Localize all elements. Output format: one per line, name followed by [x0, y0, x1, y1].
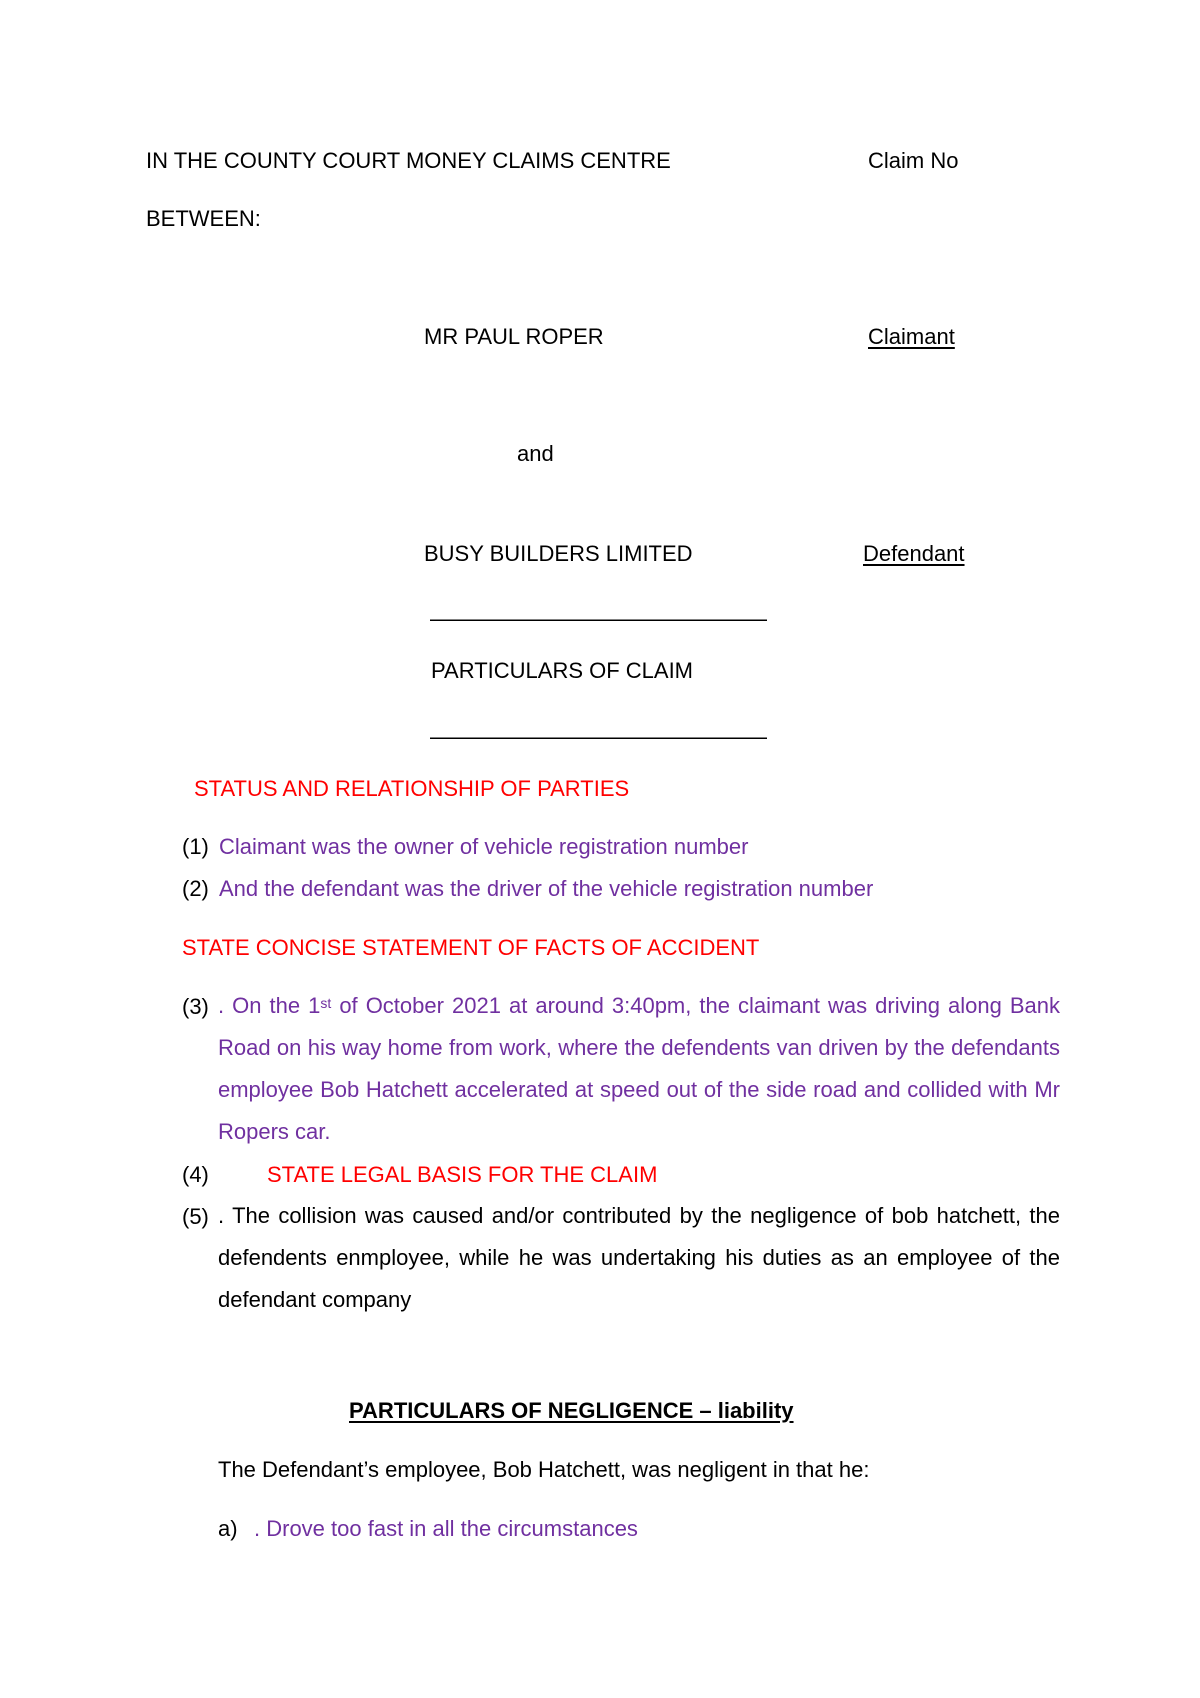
- item-text-1: Claimant was the owner of vehicle registration number: [219, 834, 749, 859]
- item-text-2: And the defendant was the driver of the vehicle registration number: [219, 876, 874, 901]
- defendant-name: BUSY BUILDERS LIMITED: [424, 541, 693, 566]
- claimant-role: Claimant: [868, 324, 955, 349]
- and-connector: and: [517, 441, 554, 466]
- claim-number-label: Claim No: [868, 148, 959, 173]
- claimant-name: MR PAUL ROPER: [424, 324, 604, 349]
- between-label: BETWEEN:: [146, 206, 261, 231]
- item-3-text-after: of October 2021 at around 3:40pm, the claimant was driving along Bank Road on his way home from work, where the defendents van driven by the defendants employee Bob Hatchett accelerated at speed out of the side road and collided with Mr Ropers car.: [218, 993, 1060, 1144]
- title-rule-top: ————————————————: [430, 606, 766, 631]
- negligence-intro: The Defendant’s employee, Bob Hatchett, was negligent in that he:: [218, 1457, 870, 1482]
- item-3-text-before: . On the 1: [218, 993, 321, 1018]
- negligence-item-text-a: . Drove too fast in all the circumstances: [254, 1516, 638, 1541]
- title-rule-bottom: ————————————————: [430, 724, 766, 749]
- court-name: IN THE COUNTY COURT MONEY CLAIMS CENTRE: [146, 148, 671, 173]
- item-number-5: (5): [182, 1204, 209, 1229]
- item-text-5: . The collision was caused and/or contributed by the negligence of bob hatchett, the defendents enmployee, while he was undertaking his duties as an employee of the defendant company: [218, 1203, 1060, 1312]
- item-number-4: (4): [182, 1162, 209, 1187]
- negligence-item-label-a: a): [218, 1516, 238, 1541]
- defendant-role: Defendant: [863, 541, 965, 566]
- item-text-4-legal-basis: STATE LEGAL BASIS FOR THE CLAIM: [267, 1162, 658, 1187]
- item-3-ordinal-suffix: st: [320, 995, 332, 1011]
- item-text-3: [218, 985, 1060, 1153]
- document-title: PARTICULARS OF CLAIM: [431, 658, 694, 683]
- negligence-heading: PARTICULARS OF NEGLIGENCE – liability: [349, 1398, 794, 1423]
- item-number-3: (3): [182, 994, 209, 1019]
- section-heading-facts: STATE CONCISE STATEMENT OF FACTS OF ACCIDENT: [182, 935, 760, 960]
- item-number-1: (1): [182, 834, 209, 859]
- section-heading-status: STATUS AND RELATIONSHIP OF PARTIES: [194, 776, 630, 801]
- item-number-2: (2): [182, 876, 209, 901]
